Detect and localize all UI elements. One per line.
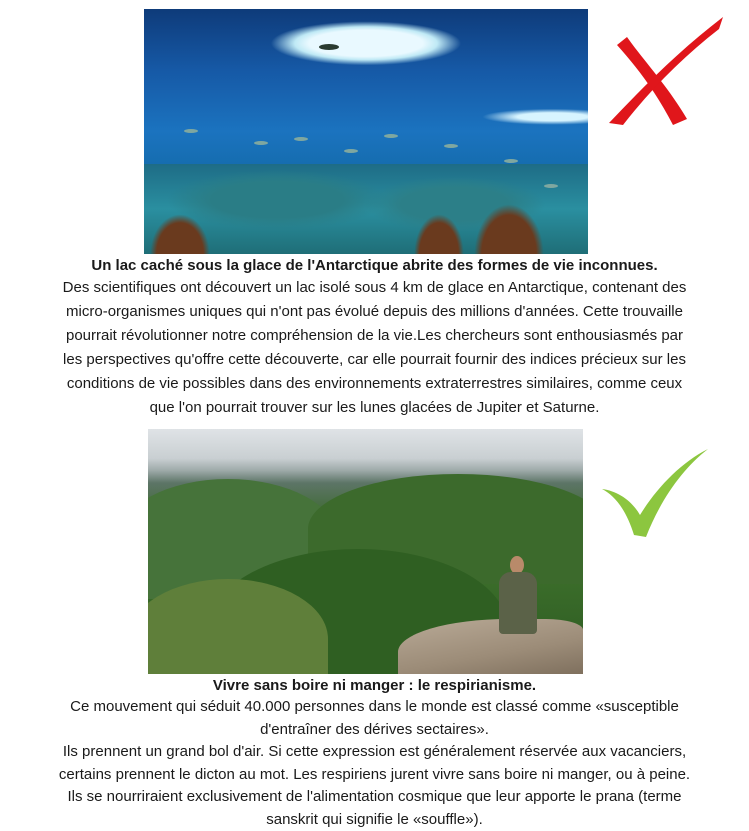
check-icon: [600, 445, 710, 540]
story-1-body: [0, 276, 749, 420]
story-2-line: sanskrit qui signifie le «souffle»).: [0, 809, 749, 831]
story-1-line: pourrait révolutionner notre compréhension de la vie.Les chercheurs sont enthousiasmés par: [0, 324, 749, 348]
mountain-landscape-image: [148, 429, 583, 674]
story-1-line: que l'on pourrait trouver sur les lunes glacées de Jupiter et Saturne.: [0, 396, 749, 420]
story-2-line: Ils prennent un grand bol d'air. Si cette expression est généralement réservée aux vacanciers,: [0, 741, 749, 764]
story-1-line: les perspectives qu'offre cette découverte, car elle pourrait fournir des indices précieux sur les: [0, 348, 749, 372]
story-2-body: [0, 696, 749, 831]
story-2-line: d'entraîner des dérives sectaires».: [0, 719, 749, 742]
seated-person: [495, 556, 539, 634]
story-2-title: Vivre sans boire ni manger : le respirianisme.: [0, 676, 749, 696]
story-2-line: Ce mouvement qui séduit 40.000 personnes dans le monde est classé comme «susceptible: [0, 696, 749, 719]
story-1-line: Des scientifiques ont découvert un lac isolé sous 4 km de glace en Antarctique, contenant des: [0, 276, 749, 300]
antarctic-lake-image: [144, 9, 588, 254]
story-1-title: Un lac caché sous la glace de l'Antarctique abrite des formes de vie inconnues.: [0, 256, 749, 276]
story-1-line: conditions de vie possibles dans des environnements extraterrestres similaires, comme ceux: [0, 372, 749, 396]
story-2-line: certains prennent le dicton au mot. Les respiriens jurent vivre sans boire ni manger, ou à peine.: [0, 764, 749, 787]
story-2-line: Ils se nourriraient exclusivement de l'alimentation cosmique que leur apporte le prana (terme: [0, 786, 749, 809]
story-1-line: micro-organismes uniques qui n'ont pas évolué depuis des millions d'années. Cette trouvaille: [0, 300, 749, 324]
cross-icon: [605, 15, 725, 127]
